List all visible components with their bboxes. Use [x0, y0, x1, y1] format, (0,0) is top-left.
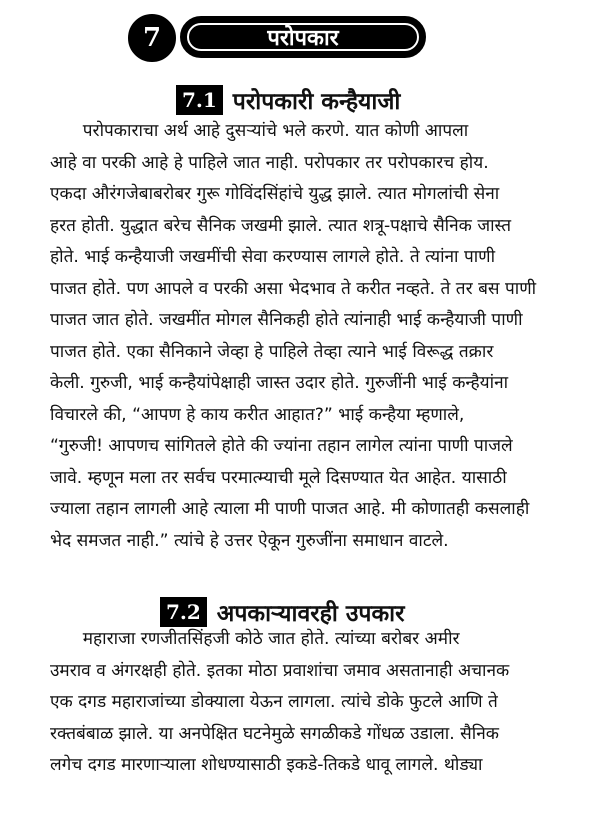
text-line: पाजत होते. पण आपले व परकी असा भेदभाव ते करीत नव्हते. ते तर बस पाणी	[50, 278, 537, 299]
text-line: होते. भाई कन्हैयाजी जखमींची सेवा करण्यास लागले होते. ते त्यांना पाणी	[50, 247, 496, 267]
section-number: 7.2	[160, 597, 207, 627]
chapter-header	[128, 14, 428, 62]
chapter-title: परोपकार	[267, 26, 339, 51]
text-line: महाराजा रणजीतसिंहजी कोठे जात होते. त्यांच्या बरोबर अमीर	[50, 629, 460, 649]
text-line: “गुरुजी! आपणच सांगितले होते की ज्यांना तहान लागेल त्यांना पाणी पाजले	[50, 436, 513, 456]
text-line: ज्याला तहान लागली आहे त्याला मी पाणी पाजत आहे. मी कोणातही कसलाही	[50, 499, 530, 519]
text-line: उमराव व अंगरक्षही होते. इतका मोठा प्रवाशांचा जमाव असतानाही अचानक	[50, 660, 510, 681]
text-line: परोपकाराचा अर्थ आहे दुसऱ्यांचे भले करणे. यात कोणी आपला	[50, 121, 469, 141]
section-title: अपकाऱ्यावरही उपकार	[216, 601, 405, 627]
text-line: जावे. म्हणून मला तर सर्वच परमात्म्याची मूले दिसण्यात येत आहेत. यासाठी	[50, 467, 507, 488]
section-1-paragraph	[50, 116, 562, 557]
section-title: परोपकारी कन्हैयाजी	[232, 89, 401, 115]
chapter-title-banner	[180, 16, 426, 58]
text-line: हरत होती. युद्धात बरेच सैनिक जखमी झाले. त्यात शत्रू-पक्षाचे सैनिक जास्त	[50, 215, 512, 236]
text-line: एक दगड महाराजांच्या डोक्याला येऊन लागला. त्यांचे डोके फुटले आणि ते	[50, 692, 498, 712]
text-line: विचारले की, “आपण हे काय करीत आहात?” भाई कन्हैया म्हणाले,	[50, 404, 465, 425]
text-line: लगेच दगड मारणाऱ्याला शोधण्यासाठी इकडे-तिकडे धावू लागले. थोड्या	[50, 755, 483, 775]
text-line: पाजत जात होते. जखमींत मोगल सैनिकही होते त्यांनाही भाई कन्हैयाजी पाणी	[50, 310, 523, 330]
text-line: आहे वा परकी आहे हे पाहिले जात नाही. परोपकार तर परोपकारच होय.	[50, 152, 489, 173]
section-number: 7.1	[176, 85, 223, 115]
text-line: रक्तबंबाळ झाले. या अनपेक्षित घटनेमुळे सगळीकडे गोंधळ उडाला. सैनिक	[50, 723, 499, 744]
text-line: केली. गुरुजी, भाई कन्हैयांपेक्षाही जास्त उदार होते. गुरुजींनी भाई कन्हैयांना	[50, 373, 509, 393]
text-line: एकदा औरंगजेबाबरोबर गुरू गोविंदसिंहांचे युद्ध झाले. त्यात मोगलांची सेना	[50, 184, 500, 204]
section-heading-1	[176, 84, 400, 116]
chapter-number-badge: 7	[128, 14, 176, 62]
text-line: भेद समजत नाही.” त्यांचे हे उत्तर ऐकून गुरुजींना समाधान वाटले.	[50, 530, 449, 551]
text-line: पाजत होते. एका सैनिकाने जेव्हा हे पाहिले तेव्हा त्याने भाई विरूद्ध तक्रार	[50, 341, 494, 362]
section-2-paragraph	[50, 624, 562, 782]
